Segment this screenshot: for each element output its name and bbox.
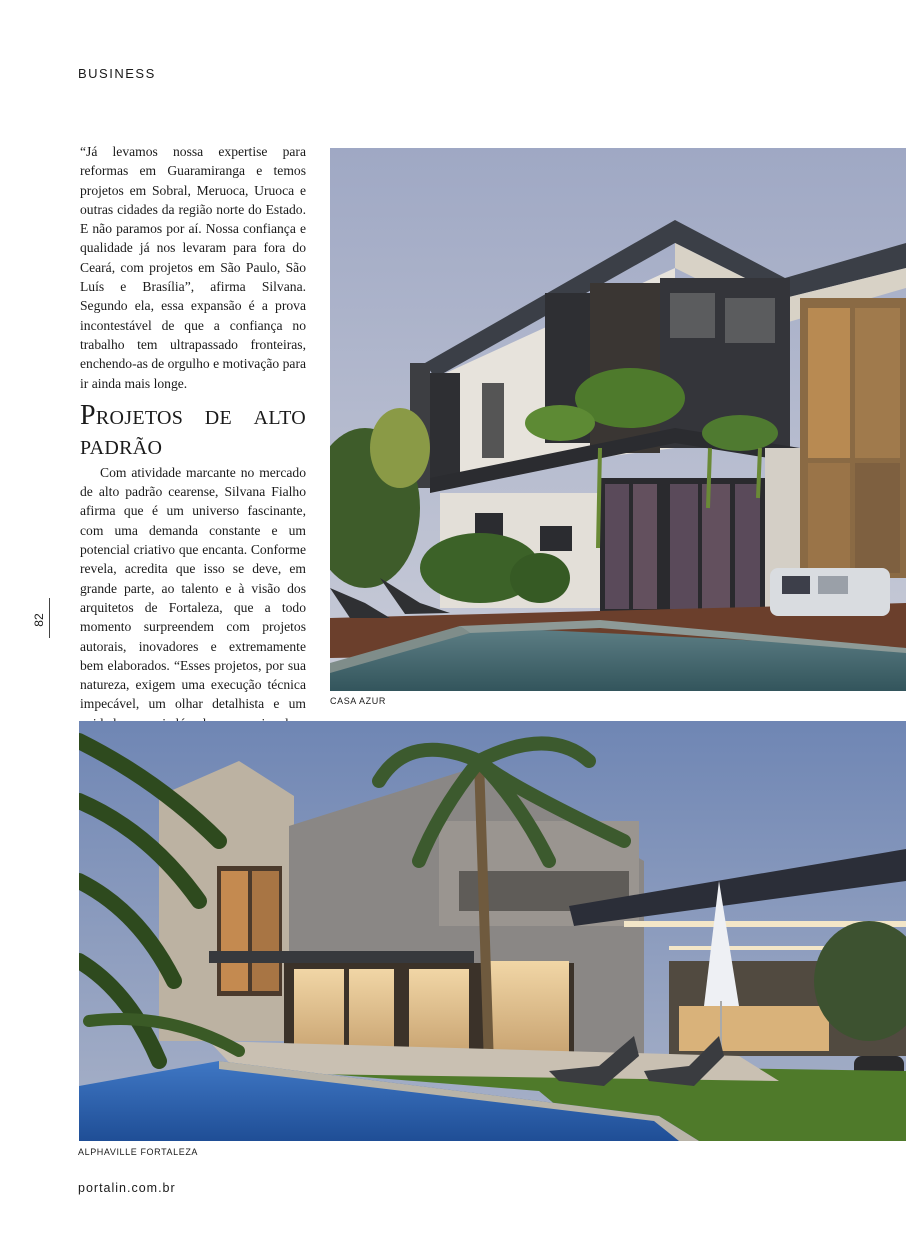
section-label: BUSINESS: [78, 66, 156, 81]
page-number: 82: [32, 613, 46, 627]
article-paragraph: “Já levamos nossa expertise para reformas em Guaramiranga e temos projetos em Sobral, Meruoca, Uruoca e outras cidades da região norte do Estado. E não paramos por aí. Nossa confiança e qualidade já nos levaram para fora do Ceará, com projetos em São Paulo, São Luís e Brasília”, afirma Silvana. Segundo ela, essa expansão é a prova incontestável de que a confiança no trabalho tem ultrapassado fronteiras, enchendo-as de orgulho e motivação para ir ainda mais longe.: [80, 144, 306, 391]
article-body: [80, 142, 306, 733]
photo-casa-azur: [330, 148, 906, 691]
photo-alphaville-fortaleza: [79, 721, 906, 1141]
article-paragraph: Com atividade marcante no mercado de alto padrão cearense, Silvana Fialho afirma que é um universo fascinante, com uma demanda constante e um potencial criativo que encanta. Conforme revela, acredita que isso se deve, em grande parte, ao talento e à visão dos arquitetos de Fortaleza, que a todo momento surpreendem com projetos autorais, inovadores e extremamente bem elaborados. “Esses projetos, por sua natureza, exigem uma execução técnica impecável, um olhar detalhista e um: [80, 464, 306, 712]
caption-casa-azur: CASA AZUR: [330, 696, 386, 706]
footer-site[interactable]: portalin.com.br: [78, 1181, 176, 1195]
article-heading: Projetos de alto padrão: [80, 399, 306, 461]
caption-alphaville-fortaleza: ALPHAVILLE FORTALEZA: [78, 1147, 199, 1157]
